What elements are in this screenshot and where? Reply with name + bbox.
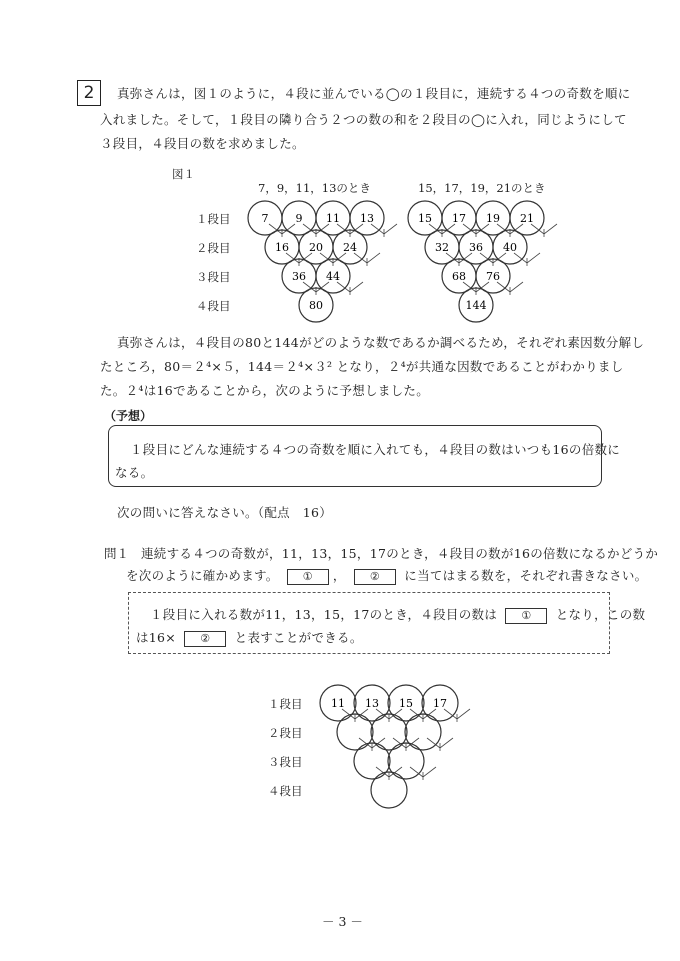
sum-arrow [371, 224, 397, 237]
figure-caption-2: 15，17，19，21のとき [418, 181, 546, 195]
prediction-label: （予想） [104, 409, 153, 423]
circle-value: 24 [343, 241, 357, 254]
figure-caption-1: 7，9，11，13のとき [258, 181, 371, 195]
q1-line-2a: を次のように確かめます。 [126, 568, 279, 583]
circle-value: 9 [295, 212, 303, 225]
row-label: １段目 [268, 697, 303, 711]
analysis-line-1: 真弥さんは，４段目の80と144がどのような数であるか調べるため，それぞれ素因数分解し [117, 335, 645, 350]
row-label: ３段目 [268, 755, 303, 769]
circle-value: 80 [309, 299, 323, 312]
question-number: 2 [77, 80, 101, 106]
figure-label: 図１ [172, 167, 195, 181]
sum-arrow [444, 709, 470, 722]
instruction: 次の問いに答えなさい。（配点 16） [117, 505, 333, 520]
circle-value: 68 [452, 270, 466, 283]
row-label: ２段目 [268, 726, 303, 740]
box-line-2a: は16× [136, 630, 177, 645]
sum-arrow [376, 767, 402, 780]
circle-value: 19 [486, 212, 500, 225]
sum-arrow [427, 738, 453, 751]
intro-line-3: ３段目，４段目の数を求めました。 [100, 136, 305, 151]
blank-1: ① [287, 569, 329, 585]
box-line-2b: と表すことができる。 [234, 630, 363, 645]
prediction-line-1: １段目にどんな連続する４つの奇数を順に入れても，４段目の数はいつも16の倍数に [130, 442, 621, 457]
sum-arrow [342, 709, 368, 722]
circle-value: 13 [365, 697, 379, 710]
sum-arrow [376, 709, 402, 722]
circle-value: 76 [486, 270, 500, 283]
q1-line-1: 連続する４つの奇数が，11，13，15，17のとき，４段目の数が16の倍数になるかどうか [141, 546, 659, 561]
circle-value: 15 [418, 212, 432, 225]
analysis-line-3: た。２⁴は16であることから，次のように予想しました。 [100, 383, 430, 398]
circle-value: 13 [360, 212, 374, 225]
blank-2-box: ② [184, 631, 226, 647]
circle-value: 17 [452, 212, 466, 225]
row-label: ３段目 [196, 270, 231, 284]
circle-value: 11 [331, 697, 345, 710]
circle-value: 15 [399, 697, 413, 710]
circle-value: 7 [261, 212, 269, 225]
sum-arrow [497, 282, 523, 295]
blank-2: ② [354, 569, 396, 585]
intro-line-1: 真弥さんは，図１のように，４段に並んでいる◯の１段目に，連続する４つの奇数を順に [117, 86, 631, 101]
circle-value: 40 [503, 241, 517, 254]
circle-value: 44 [326, 270, 340, 283]
circle-value: 36 [292, 270, 306, 283]
circle-value: 16 [275, 241, 289, 254]
circle-value: 36 [469, 241, 483, 254]
circle-value: 11 [326, 212, 340, 225]
sum-arrow [337, 282, 363, 295]
box-line-1b: となり，この数 [555, 607, 646, 622]
sum-arrow [514, 253, 540, 266]
sum-arrow [410, 767, 436, 780]
sum-arrow [359, 738, 385, 751]
q1-label: 問１ [104, 546, 130, 561]
row-label: ４段目 [268, 784, 303, 798]
sum-arrow [393, 738, 419, 751]
row-label: １段目 [196, 212, 231, 226]
sum-arrow [354, 253, 380, 266]
circle-value: 144 [465, 299, 487, 312]
circle-value: 32 [435, 241, 449, 254]
blank-1-box: ① [505, 608, 547, 624]
intro-line-2: 入れました。そして，１段目の隣り合う２つの数の和を２段目の◯に入れ，同じようにして [100, 112, 627, 127]
sum-arrow [531, 224, 557, 237]
row-label: ２段目 [196, 241, 231, 255]
row-label: ４段目 [196, 299, 231, 313]
circle-value: 20 [309, 241, 323, 254]
comma: ， [332, 568, 346, 583]
circle-value: 21 [520, 212, 534, 225]
sum-arrow [410, 709, 436, 722]
prediction-line-2: なる。 [115, 465, 154, 480]
q1-line-2b: に当てはまる数を，それぞれ書きなさい。 [404, 568, 648, 583]
page-number: － 3 － [322, 914, 363, 929]
analysis-line-2: たところ，80＝２⁴×５，144＝２⁴×３² となり，２⁴が共通な因数であることがわかりまし [100, 359, 624, 374]
box-line-1a: １段目に入れる数が11，13，15，17のとき，４段目の数は [150, 607, 498, 622]
circle-value: 17 [433, 697, 447, 710]
